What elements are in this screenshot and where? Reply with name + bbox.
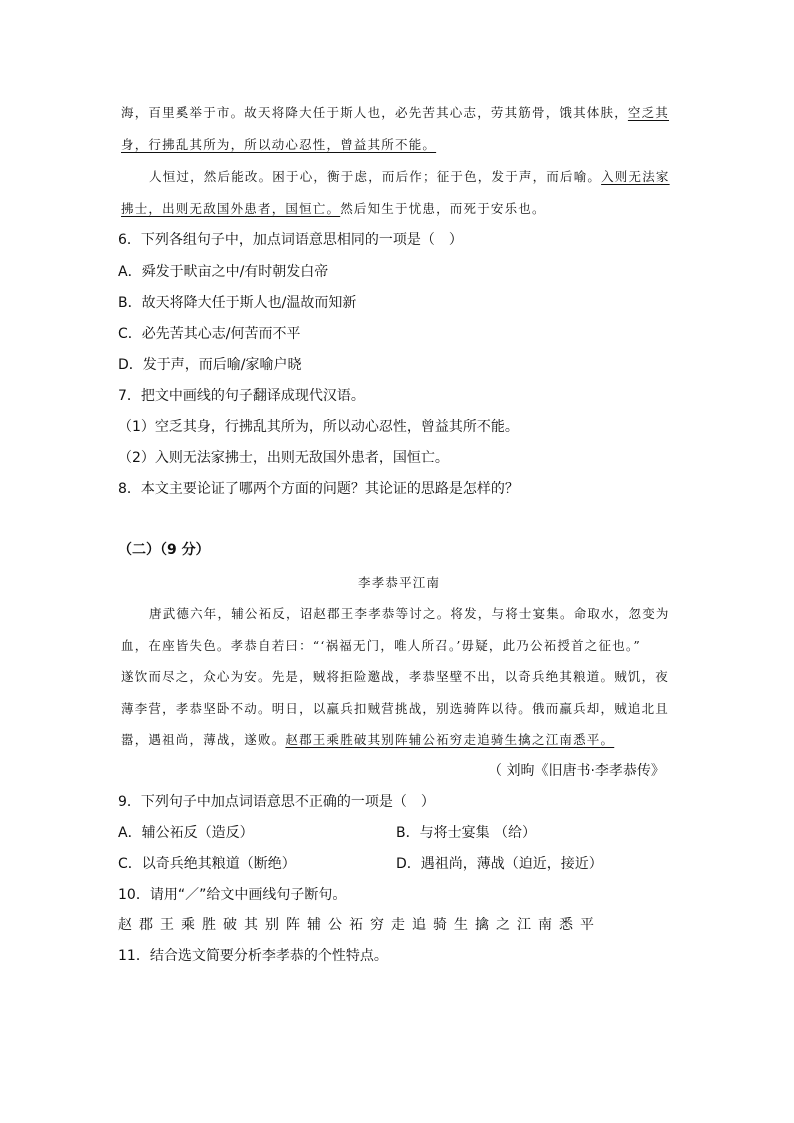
passage-line-2 [121, 135, 436, 153]
source-citation: （ 刘昫《旧唐书·李孝恭传》 [488, 763, 665, 779]
section-heading: （二）（9 分） [118, 542, 210, 558]
question-9-option-b: B．与将士宴集 （给） [396, 825, 537, 841]
passage-2-line-4: 薄李营，孝恭坚卧不动。明日，以羸兵扣贼营挑战，别选骑阵以待。俄而羸兵却，贼追北且 [121, 701, 670, 716]
question-6-option-b: B．故天将降大任于斯人也/温故而知新 [118, 295, 357, 311]
underlined-sentence: 赵郡王乘胜破其别阵辅公祏穷走追骑生擒之江南悉平。 [285, 732, 615, 747]
question-7-stem: 7．把文中画线的句子翻译成现代汉语。 [118, 388, 365, 404]
passage-2-line-3: 遂饮而尽之，众心为安。先是，贼将拒险邀战，孝恭坚壁不出，以奇兵绝其粮道。贼饥，夜 [121, 669, 670, 684]
underlined-sentence: 空乏其 [627, 105, 670, 120]
question-8-stem: 8．本文主要论证了哪两个方面的问题？其论证的思路是怎样的？ [118, 481, 519, 497]
question-6-option-a: A．舜发于畎亩之中/有时朝发白帝 [118, 264, 329, 280]
question-10-sentence: 赵郡王乘胜破其别阵辅公祏穷走追骑生擒之江南悉平 [118, 917, 601, 933]
passage-title: 李孝恭平江南 [358, 575, 441, 590]
question-9-option-d: D．遇祖尚，薄战（迫近，接近） [396, 856, 603, 872]
passage-2-line-1: 唐武德六年，辅公祏反，诏赵郡王李孝恭等讨之。将发，与将士宴集。命取水，忽变为 [149, 606, 670, 621]
passage-2-line-2: 血，在座皆失色。孝恭自若曰：“‘祸福无门，唯人所召。’毋疑，此乃公祏授首之征也。” [121, 638, 641, 653]
passage-line-4 [121, 199, 546, 217]
underlined-sentence: 身，行拂乱其所为，所以动心忍性，曾益其所不能。 [121, 137, 437, 152]
passage-text: 海，百里奚举于市。故天将降大任于斯人也，必先苦其心志，劳其筋骨，饿其体肤， [121, 105, 628, 120]
passage-text: 人恒过，然后能改。困于心，衡于虑，而后作；征于色，发于声，而后喻。 [149, 169, 602, 184]
passage-text: 然后知生于忧患，而死于安乐也。 [340, 201, 546, 216]
question-7-sentence-2: （2）入则无法家拂士，出则无敌国外患者，国恒亡。 [118, 450, 449, 466]
question-10-stem: 10．请用“／”给文中画线句子断句。 [118, 887, 347, 903]
question-7-sentence-1: （1）空乏其身，行拂乱其所为，所以动心忍性，曾益其所不能。 [118, 419, 519, 435]
passage-line-3 [149, 167, 670, 185]
question-9-option-c: C．以奇兵绝其粮道（断绝） [118, 856, 296, 872]
question-9-stem: 9．下列句子中加点词语意思不正确的一项是（ ） [118, 794, 435, 810]
question-9-option-a: A．辅公祏反（造反） [118, 825, 254, 841]
question-6-option-c: C．必先苦其心志/何苦而不平 [118, 326, 301, 342]
underlined-sentence: 拂士，出则无敌国外患者，国恒亡。 [121, 201, 341, 216]
passage-2-line-5 [121, 730, 614, 748]
underlined-sentence: 入则无法家 [601, 169, 670, 184]
passage-line-1 [121, 103, 669, 121]
passage-text: 嚣，遇祖尚，薄战，遂败。 [121, 732, 286, 747]
question-11-stem: 11．结合选文简要分析李孝恭的个性特点。 [118, 948, 388, 964]
question-6-option-d: D．发于声，而后喻/家喻户晓 [118, 357, 302, 373]
question-6-stem: 6．下列各组句子中，加点词语意思相同的一项是（ ） [118, 232, 463, 248]
